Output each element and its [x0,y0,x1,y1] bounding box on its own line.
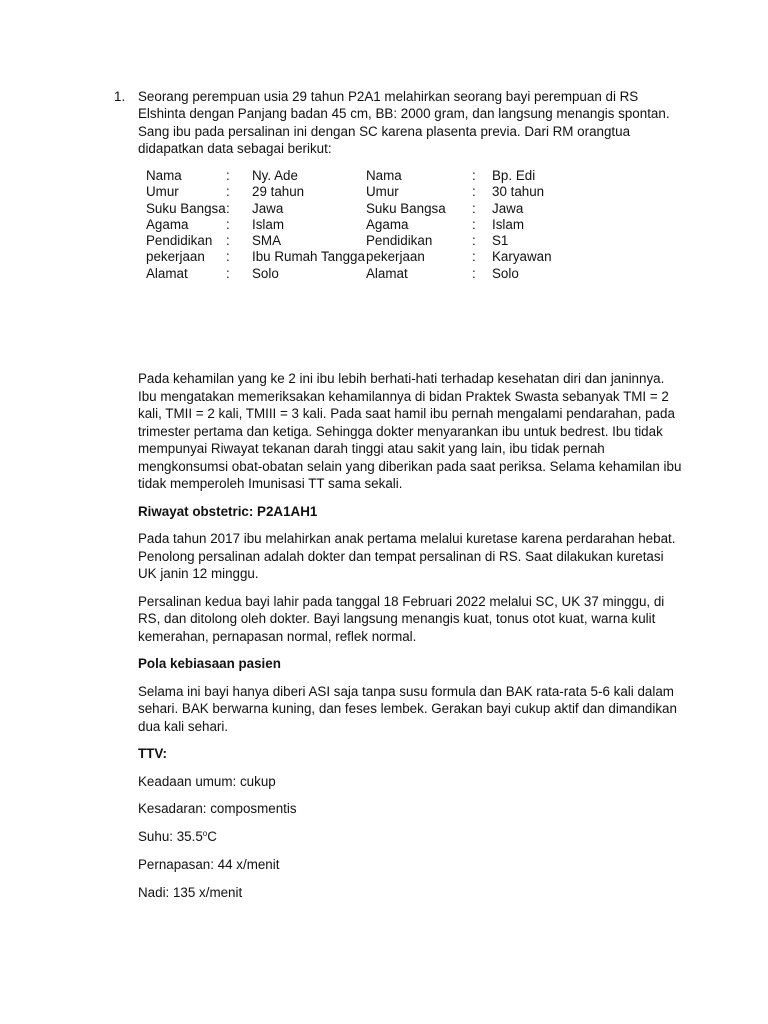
obstetric-paragraph-2: Persalinan kedua bayi lahir pada tanggal 18 Februari 2022 melalui SC, UK 37 minggu, di RS, dan ditolong oleh dokter. Bayi langsung menangis kuat, tonus otot kuat, warna kulit kemerahan, pernapasan normal, reflek normal. [138,593,665,644]
table-row [146,266,572,282]
colon: : [226,168,230,183]
father-label: Umur [366,184,399,200]
mother-label: Suku Bangsa [146,200,226,216]
vital-keadaan: Keadaan umum: cukup [138,773,276,789]
obstetric-paragraph-1: Pada tahun 2017 ibu melahirkan anak pertama melalui kuretase karena perdarahan hebat. Penolong persalinan adalah dokter dan tempat persalinan di RS. Saat dilakukan kuretasi UK janin 12 minggu. [138,531,676,581]
table-row [146,201,572,217]
mother-value: Islam [252,216,284,232]
mother-value: SMA [252,233,282,249]
parents-data-table [146,168,572,282]
colon: : [472,200,476,216]
mother-label: Pendidikan [146,233,213,249]
mother-value: Solo [252,265,279,281]
ttv-heading: TTV: [138,746,168,761]
colon: : [472,168,476,183]
father-value: Jawa [492,200,524,216]
mother-value: Jawa [252,200,284,216]
father-label: pekerjaan [366,249,425,265]
father-label: Pendidikan [366,233,433,249]
vital-suhu [138,828,683,846]
table-row [146,249,572,265]
father-label: Alamat [366,265,408,281]
question-number: 1. [114,89,126,104]
colon: : [472,216,476,232]
mother-value: 29 tahun [252,184,305,200]
colon: : [472,184,476,200]
mother-label: Agama [146,216,189,232]
father-label: Nama [366,168,402,183]
case-body [138,370,683,911]
mother-label: Nama [146,168,182,183]
colon: : [472,233,476,249]
obstetric-heading: Riwayat obstetric: P2A1AH1 [138,503,318,519]
question-intro: Seorang perempuan usia 29 tahun P2A1 melahirkan seorang bayi perempuan di RS Elshinta dengan Panjang badan 45 cm, BB: 2000 gram, dan langsung menangis spontan. Sang ibu pada persalinan ini dengan SC karena plasenta previa. Dari RM orangtua didapatkan data sebagai berikut: [138,89,670,156]
father-value: 30 tahun [492,184,545,200]
mother-label: Alamat [146,265,188,281]
suhu-value: Suhu: 35.5 [138,829,203,845]
mother-label: Umur [146,184,179,200]
table-row [146,217,572,233]
colon: : [226,265,230,281]
mother-value: Ibu Rumah Tangga [252,249,365,265]
colon: : [226,216,230,232]
father-value: Karyawan [492,249,552,265]
mother-label: pekerjaan [146,249,205,265]
father-label: Suku Bangsa [366,200,446,216]
colon: : [226,249,230,265]
table-row [146,233,572,249]
table-row [146,184,572,200]
father-value: Islam [492,216,524,232]
suhu-unit: C [207,829,217,845]
father-label: Agama [366,216,409,232]
vital-kesadaran: Kesadaran: composmentis [138,801,297,817]
degree-symbol: o [202,829,208,839]
habits-paragraph: Selama ini bayi hanya diberi ASI saja tanpa susu formula dan BAK rata-rata 5-6 kali dalam sehari. BAK berwarna kuning, dan feses lembek. Gerakan bayi cukup aktif dan dimandikan dua kali sehari. [138,683,677,734]
table-row [146,168,572,184]
father-value: Solo [492,265,519,281]
colon: : [472,249,476,265]
colon: : [226,200,230,216]
pregnancy-paragraph: Pada kehamilan yang ke 2 ini ibu lebih berhati-hati terhadap kesehatan diri dan janinnya. Ibu mengatakan memeriksakan kehamilannya di bidan Praktek Swasta sebanyak TMI = 2 kali, TMII = 2 kali, TMIII = 3 kali. Pada saat hamil ibu pernah mengalami pendarahan, pada trimester pertama dan ketiga. Sehingga dokter menyarankan ibu untuk bedrest. Ibu tidak mempunyai Riwayat tekanan darah tinggi atau sakit yang lain, ibu tidak pernah mengkonsumsi obat-obatan selain yang diberikan pada saat periksa. Selama kehamilan ibu tidak memperoleh Imunisasi TT sama sekali. [138,371,682,491]
colon: : [226,184,230,200]
colon: : [226,233,230,249]
habits-heading: Pola kebiasaan pasien [138,656,281,671]
colon: : [472,265,476,281]
father-value: S1 [492,233,509,249]
mother-value: Ny. Ade [252,168,298,183]
vital-nadi: Nadi: 135 x/menit [138,884,243,900]
father-value: Bp. Edi [492,168,536,183]
vital-pernapasan: Pernapasan: 44 x/menit [138,856,280,872]
